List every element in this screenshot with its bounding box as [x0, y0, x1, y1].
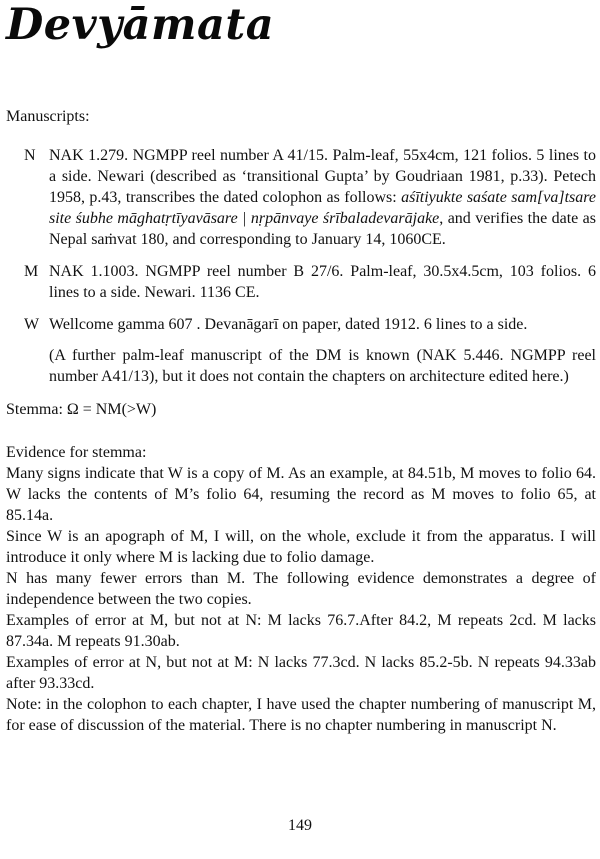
further-manuscript-note: (A further palm-leaf manuscript of the DM is known (NAK 5.446. NGMPP reel number A41/13), but it does not contain the chapters on architecture edited here.) [49, 347, 596, 385]
entry-n-text: NAK 1.279. NGMPP reel number A 41/15. Palm-leaf, 55x4cm, 121 folios. 5 lines to a side. Newari (described as ‘transitional Gupta’ by Goudriaan 1981, p.33). Petech 1958, p.43, transcribes the dated colophon as follows: [49, 147, 596, 206]
evidence-paragraph: Many signs indicate that W is a copy of M. As an example, at 84.51b, M moves to folio 64. W lacks the contents of M’s folio 64, resuming the record as M moves to folio 65, at 85.14a. [6, 465, 596, 524]
manuscripts-heading: Manuscripts: [6, 108, 90, 125]
evidence-paragraph: Note: in the colophon to each chapter, I have used the chapter numbering of manuscript M, for ease of discussion of the material. There is no chapter numbering in manuscript N. [6, 696, 596, 734]
evidence-paragraph: N has many fewer errors than M. The following evidence demonstrates a degree of independence between the two copies. [6, 570, 596, 608]
entry-n-colophon: aśītiyukte saśate sam[va]tsare site śubhe māghatṛtīyavāsare | nṛpānvaye śrībaladevarājake [49, 189, 596, 227]
evidence-paragraph: Examples of error at M, but not at N: M lacks 76.7.After 84.2, M repeats 2cd. M lacks 87.34a. M repeats 91.30ab. [6, 612, 596, 650]
manuscript-entry-n [6, 145, 596, 250]
body-text [6, 106, 596, 736]
siglum-m: M [24, 263, 39, 280]
evidence-heading: Evidence for stemma: [6, 444, 147, 461]
entry-n-text-end: , and verifies the date as Nepal saṁvat 180, and corresponding to January 14, 1060CE. [49, 210, 596, 248]
page-number: 149 [288, 817, 312, 834]
entry-w-text: Wellcome gamma 607 . Devanāgarī on paper, dated 1912. 6 lines to a side. [49, 316, 528, 333]
evidence-paragraph: Since W is an apograph of M, I will, on the whole, exclude it from the apparatus. I will introduce it only where M is lacking due to folio damage. [6, 528, 596, 566]
stemma-line: Stemma: Ω = NM(>W) [6, 401, 157, 418]
evidence-paragraph: Examples of error at N, but not at M: N lacks 77.3cd. N lacks 85.2-5b. N repeats 94.33ab after 93.33cd. [6, 654, 596, 692]
page-title: Devyāmata [6, 0, 275, 50]
siglum-n: N [24, 147, 36, 164]
siglum-w: W [24, 316, 40, 333]
manuscript-entry-w [6, 314, 596, 335]
entry-m-text: NAK 1.1003. NGMPP reel number B 27/6. Palm-leaf, 30.5x4.5cm, 103 folios. 6 lines to a side. Newari. 1136 CE. [49, 263, 596, 301]
manuscript-entry-m [6, 261, 596, 303]
